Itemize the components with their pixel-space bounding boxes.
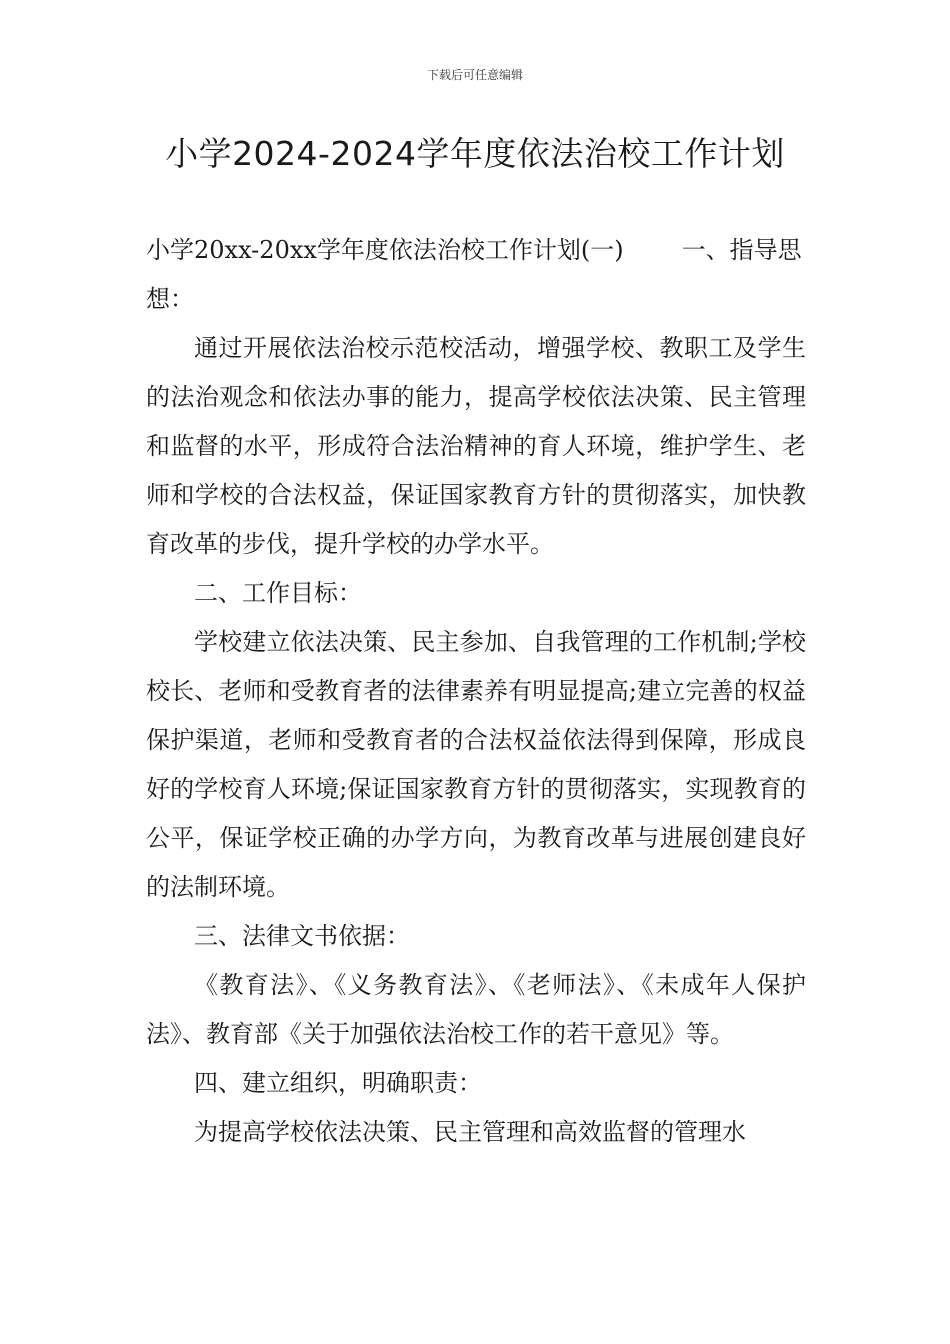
section-heading-legal-basis: 三、法律文书依据： — [194, 922, 410, 950]
paragraph-work-goals: 学校建立依法决策、民主参加、自我管理的工作机制;学校校长、老师和受教育者的法律素养有明显提高;建立完善的权益保护渠道，老师和受教育者的合法权益依法得到保障，形成良好的学校育人环境;保证国家教育方针的贯彻落实，实现教育的公平，保证学校正确的办学方向，为教育改革与进展创建良好的法制环境。 — [146, 628, 806, 901]
section-heading-guiding-thought: 一、指导思想： — [146, 236, 802, 313]
document-body — [146, 226, 806, 1157]
intro-paragraph — [146, 226, 806, 324]
paragraph-legal-basis: 《教育法》、《义务教育法》、《老师法》、《未成年人保护法》、教育部《关于加强依法治校工作的若干意见》等。 — [146, 971, 806, 1048]
section-heading-work-goals: 二、工作目标： — [194, 579, 362, 607]
plan-heading: 小学20xx-20xx学年度依法治校工作计划(一) — [146, 236, 624, 264]
document-title: 小学2024-2024学年度依法治校工作计划 — [165, 134, 785, 173]
page-header-note: 下载后可任意编辑 — [426, 68, 523, 82]
paragraph-organization: 为提高学校依法决策、民主管理和高效监督的管理水 — [194, 1118, 746, 1146]
section-heading-organization: 四、建立组织，明确职责： — [194, 1069, 482, 1097]
paragraph-guiding-thought: 通过开展依法治校示范校活动，增强学校、教职工及学生的法治观念和依法办事的能力，提高学校依法决策、民主管理和监督的水平，形成符合法治精神的育人环境，维护学生、老师和学校的合法权益，保证国家教育方针的贯彻落实，加快教育改革的步伐，提升学校的办学水平。 — [146, 334, 806, 558]
